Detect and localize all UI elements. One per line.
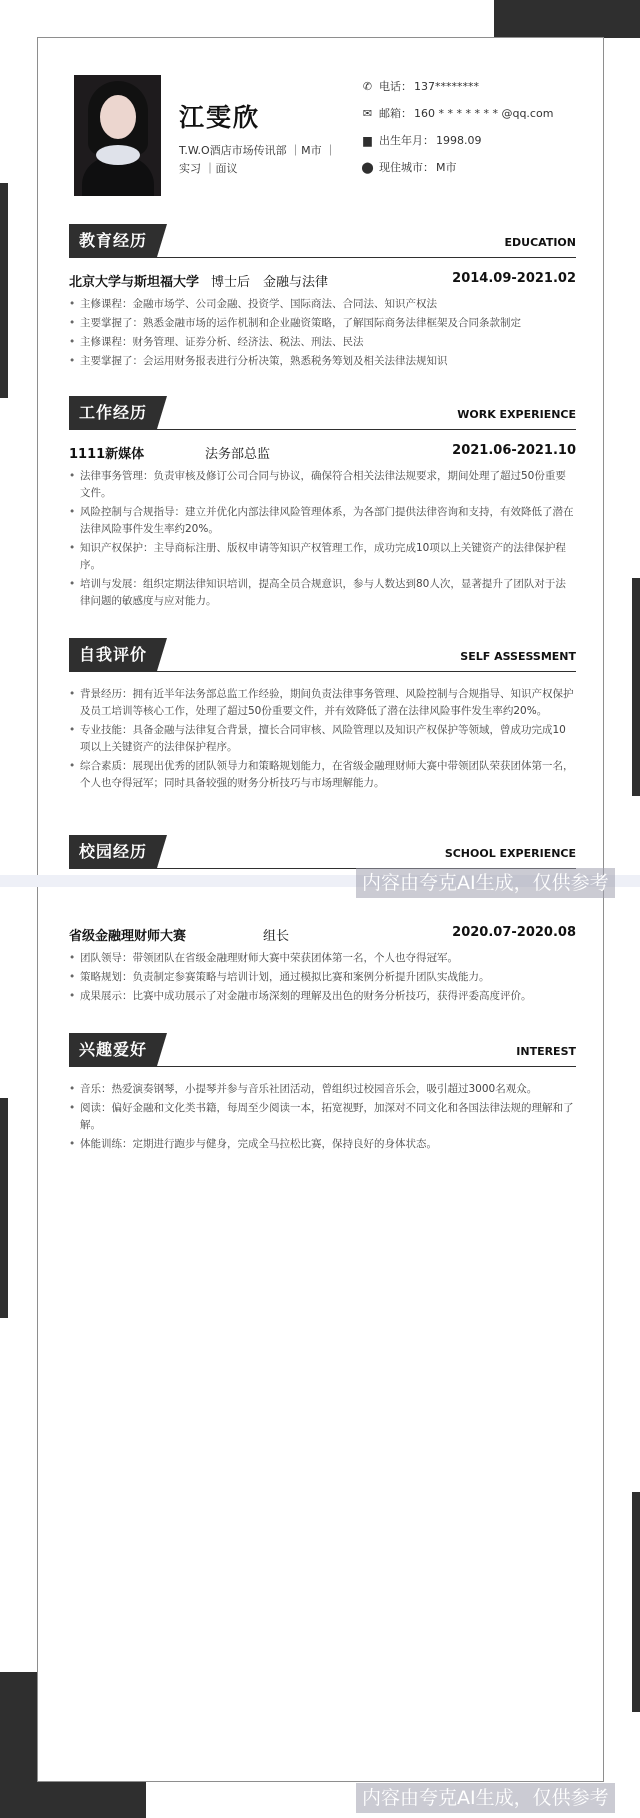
section-title-en: SELF ASSESSMENT [460, 650, 576, 663]
contact-email [361, 105, 571, 123]
list-item: • 主修课程：财务管理、证券分析、经济法、税法、刑法、民法 [69, 334, 576, 351]
contact-value: 1998.09 [436, 134, 482, 147]
section-title-en: WORK EXPERIENCE [457, 408, 576, 421]
section-title: 兴趣爱好 [69, 1033, 157, 1066]
phone-icon: ✆ [362, 80, 373, 93]
contact-label: 现住城市： [379, 161, 434, 174]
edge-decoration [632, 1492, 640, 1712]
contact-value: 137******** [414, 80, 479, 93]
section-title: 工作经历 [69, 396, 157, 429]
location-icon: ⬤ [361, 161, 374, 174]
list-item: • 阅读：偏好金融和文化类书籍，每周至少阅读一本，拓宽视野，加深对不同文化和各国法律法规的理解和了解。 [69, 1100, 576, 1134]
section-title: 教育经历 [69, 224, 157, 257]
contact-info [361, 78, 571, 186]
avatar [74, 75, 161, 196]
contact-value: M市 [436, 161, 457, 174]
section-title-en: INTEREST [516, 1045, 576, 1058]
mail-icon: ✉ [362, 107, 373, 120]
list-item: • 培训与发展：组织定期法律知识培训，提高全员合规意识，参与人数达到80人次，显著提升了团队对于法律问题的敏感度与应对能力。 [69, 576, 576, 610]
list-item: • 团队领导：带领团队在省级金融理财师大赛中荣获团体第一名，个人也夺得冠军。 [69, 950, 576, 967]
list-item: • 背景经历：拥有近半年法务部总监工作经验，期间负责法律事务管理、风险控制与合规指导、知识产权保护及员工培训等核心工作，处理了超过50份重要文件，并有效降低了潜在法律风险事件发生率约20%。 [69, 686, 576, 720]
contact-label: 电话： [379, 80, 412, 93]
corner-decoration [494, 0, 640, 38]
edge-decoration [0, 183, 8, 398]
list-item: • 主修课程：金融市场学、公司金融、投资学、国际商法、合同法、知识产权法 [69, 296, 576, 313]
section-title: 自我评价 [69, 638, 157, 671]
list-item: • 综合素质：展现出优秀的团队领导力和策略规划能力，在省级金融理财师大赛中带领团队荣获团体第一名，个人也夺得冠军；同时具备较强的财务分析技巧与市场理解能力。 [69, 758, 576, 792]
list-item: • 成果展示：比赛中成功展示了对金融市场深刻的理解及出色的财务分析技巧，获得评委高度评价。 [69, 988, 576, 1005]
list-item: • 法律事务管理：负责审核及修订公司合同与协议，确保符合相关法律法规要求，期间处理了超过50份重要文件。 [69, 468, 576, 502]
watermark: 内容由夸克AI生成，仅供参考 [356, 868, 615, 898]
job-intention: T.W.O酒店市场传讯部 ｜M市 ｜ 实习 ｜面议 [179, 144, 337, 175]
company-name: 1111新媒体 [69, 447, 145, 462]
section-title-en: EDUCATION [504, 236, 576, 249]
cake-icon: ▆ [363, 134, 372, 147]
contact-birth [361, 132, 571, 150]
contact-value: 160 * * * * * * * @qq.com [414, 107, 554, 120]
date-range: 2021.06-2021.10 [452, 443, 576, 458]
interest-section [69, 1033, 576, 1155]
section-title: 校园经历 [69, 835, 157, 868]
list-item: • 策略规划：负责制定参赛策略与培训计划，通过模拟比赛和案例分析提升团队实战能力。 [69, 969, 576, 986]
event-name: 省级金融理财师大赛 [69, 929, 187, 944]
resume-sheet [37, 37, 604, 1782]
contact-city [361, 159, 571, 177]
list-item: • 体能训练：定期进行跑步与健身，完成全马拉松比赛，保持良好的身体状态。 [69, 1136, 576, 1153]
campus-role: 组长 [263, 929, 290, 944]
list-item: • 主要掌握了：会运用财务报表进行分析决策，熟悉税务筹划及相关法律法规知识 [69, 353, 576, 370]
date-range: 2020.07-2020.08 [452, 925, 576, 940]
edge-decoration [0, 1098, 8, 1318]
contact-label: 邮箱： [379, 107, 412, 120]
education-section [69, 224, 576, 372]
list-item: • 音乐：热爱演奏钢琴，小提琴并参与音乐社团活动，曾组织过校园音乐会，吸引超过3000名观众。 [69, 1081, 576, 1098]
list-item: • 主要掌握了：熟悉金融市场的运作机制和企业融资策略，了解国际商务法律框架及合同条款制定 [69, 315, 576, 332]
campus-section [69, 835, 576, 1007]
candidate-name: 江雯欣 [179, 103, 261, 132]
job-title: 法务部总监 [205, 447, 271, 462]
list-item: • 风险控制与合规指导：建立并优化内部法律风险管理体系，为各部门提供法律咨询和支持，有效降低了潜在法律风险事件发生率约20%。 [69, 504, 576, 538]
contact-label: 出生年月： [379, 134, 434, 147]
date-range: 2014.09-2021.02 [452, 271, 576, 286]
self-assessment-section [69, 638, 576, 794]
contact-phone [361, 78, 571, 96]
edge-decoration [632, 578, 640, 796]
school-name: 北京大学与斯坦福大学 [69, 275, 200, 290]
list-item: • 知识产权保护：主导商标注册、版权申请等知识产权管理工作，成功完成10项以上关键资产的法律保护程序。 [69, 540, 576, 574]
section-title-en: SCHOOL EXPERIENCE [444, 847, 576, 860]
watermark: 内容由夸克AI生成，仅供参考 [356, 1783, 615, 1813]
work-section [69, 396, 576, 612]
list-item: • 专业技能：具备金融与法律复合背景，擅长合同审核、风险管理以及知识产权保护等领域，曾成功完成10项以上关键资产的法律保护程序。 [69, 722, 576, 756]
degree: 博士后 金融与法律 [211, 275, 329, 290]
